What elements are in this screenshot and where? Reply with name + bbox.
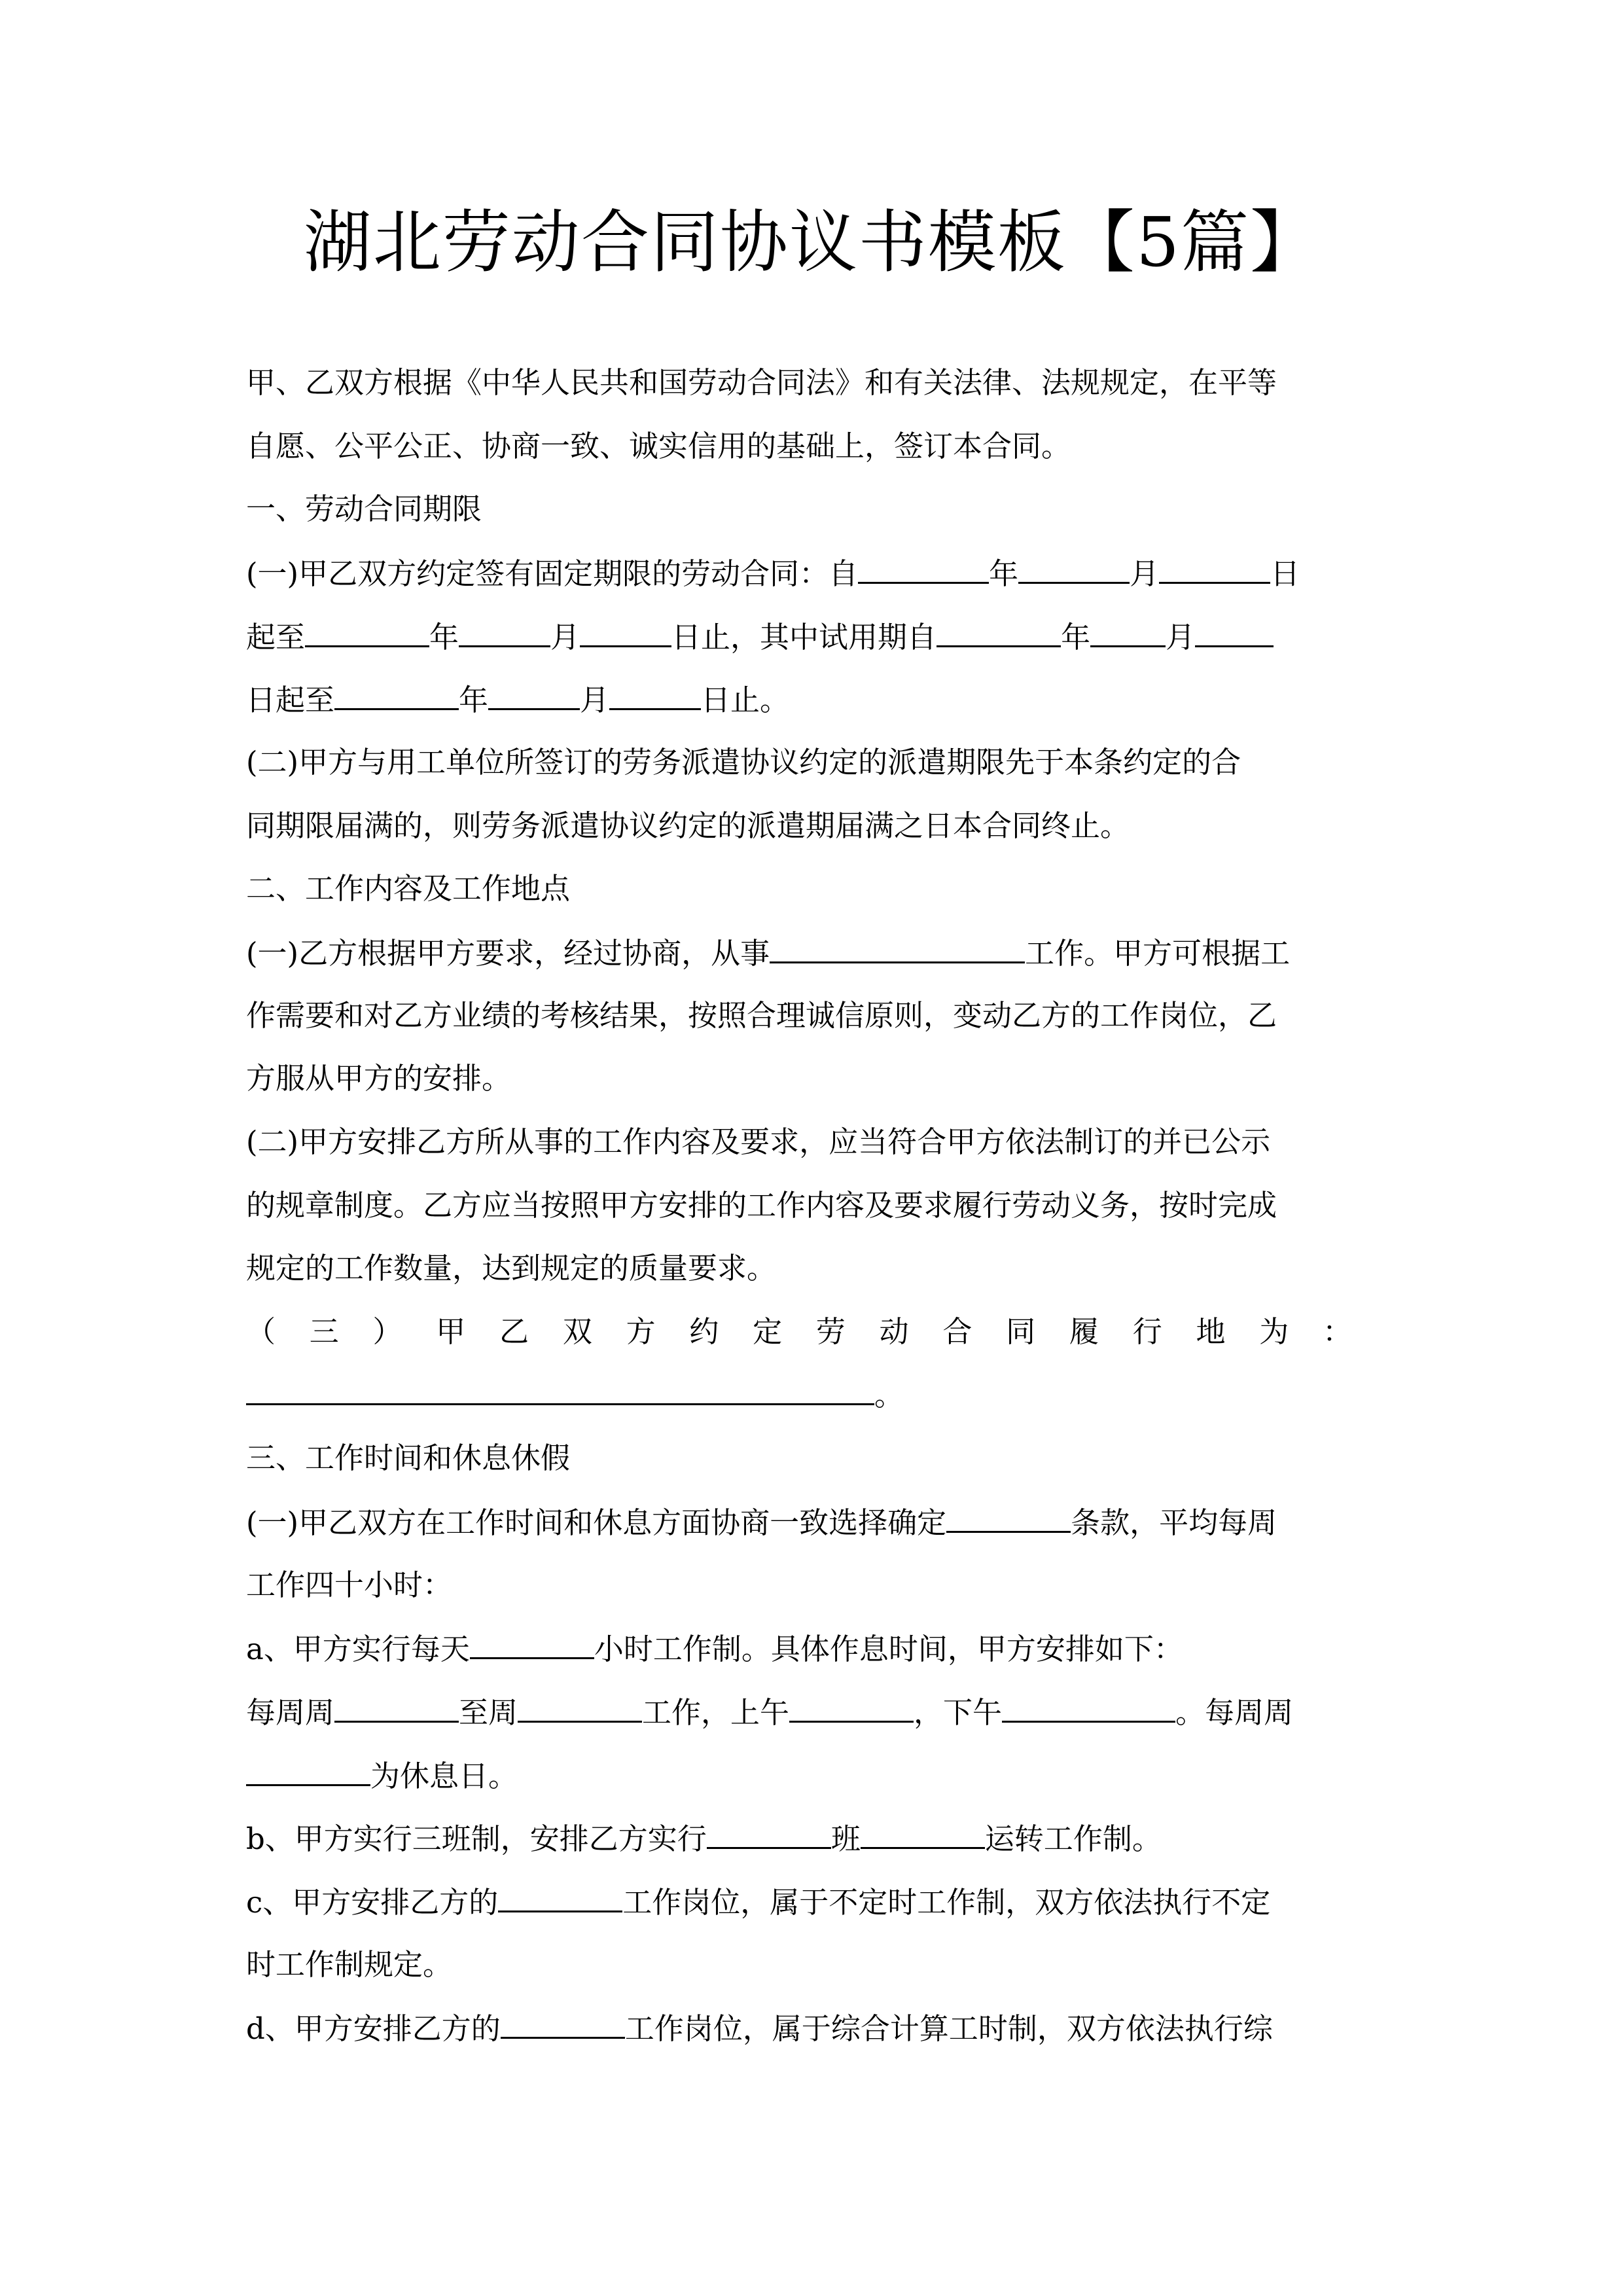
clause-2-3-line-2: 。 <box>246 1374 1377 1415</box>
clause-2-1-line-1: (一)乙方根据甲方要求，经过协商，从事 工作。甲方可根据工 <box>246 933 1377 973</box>
clause-2-2-line-2: 的规章制度。乙方应当按照甲方安排的工作内容及要求履行劳动义务，按时完成 <box>246 1188 1277 1223</box>
item-a-line-3: 为休息日。 <box>246 1755 1377 1796</box>
clause-2-3-line-1: （三）甲乙双方约定劳动合同履行地为： <box>246 1314 1377 1349</box>
clause-3-1-line-1: (一)甲乙双方在工作时间和休息方面协商一致选择确定 条款，平均每周 <box>246 1502 1377 1543</box>
blank-comprehensive-position[interactable] <box>501 2008 625 2039</box>
blank-start-year[interactable] <box>858 553 989 584</box>
blank-job-type[interactable] <box>770 933 1025 963</box>
blank-shift-count[interactable] <box>707 1818 831 1849</box>
section-heading-1: 一、劳动合同期限 <box>246 492 482 526</box>
blank-end-day[interactable] <box>580 617 671 647</box>
clause-2-1-line-2: 作需要和对乙方业绩的考核结果，按照合理诚信原则，变动乙方的工作岗位，乙 <box>246 998 1277 1033</box>
blank-start-day[interactable] <box>1159 553 1270 584</box>
item-a-line-2: 每周周 至周 工作，上午 ，下午 。每周周 <box>246 1692 1377 1732</box>
blank-start-month[interactable] <box>1018 553 1130 584</box>
blank-probation-start-year[interactable] <box>936 617 1061 647</box>
section-heading-3: 三、工作时间和休息休假 <box>246 1441 571 1475</box>
blank-probation-end-year[interactable] <box>334 679 459 710</box>
blank-end-year[interactable] <box>305 617 429 647</box>
clause-1-1-line-2: 起至 年 月 日止，其中试用期自 年 月 <box>246 617 1377 657</box>
blank-probation-end-day[interactable] <box>609 679 701 710</box>
item-a-line-1: a、甲方实行每天 小时工作制。具体作息时间，甲方安排如下： <box>246 1628 1377 1669</box>
clause-1-1-line-3: 日起至 年 月 日止。 <box>246 679 1377 720</box>
blank-clause-choice[interactable] <box>946 1502 1071 1533</box>
blank-work-location[interactable] <box>246 1374 874 1405</box>
blank-probation-start-month[interactable] <box>1090 617 1166 647</box>
item-c-line-1: c、甲方安排乙方的 工作岗位，属于不定时工作制，双方依法执行不定 <box>246 1882 1377 1922</box>
clause-2-2-line-3: 规定的工作数量，达到规定的质量要求。 <box>246 1251 777 1285</box>
clause-2-1-line-3: 方服从甲方的安排。 <box>246 1061 512 1096</box>
clause-1-2-line-1: (二)甲方与用工单位所签订的劳务派遣协议约定的派遣期限先于本条约定的合 <box>246 745 1241 780</box>
blank-daily-hours[interactable] <box>470 1628 594 1659</box>
blank-end-month[interactable] <box>459 617 550 647</box>
clause-2-2-line-1: (二)甲方安排乙方所从事的工作内容及要求，应当符合甲方依法制订的并已公示 <box>246 1124 1271 1159</box>
blank-afternoon-hours[interactable] <box>1002 1692 1175 1723</box>
section-heading-2: 二、工作内容及工作地点 <box>246 871 571 906</box>
clause-1-2-line-2: 同期限届满的，则劳务派遣协议约定的派遣期届满之日本合同终止。 <box>246 808 1130 843</box>
preamble-line-1: 甲、乙双方根据《中华人民共和国劳动合同法》和有关法律、法规规定，在平等 <box>246 365 1277 400</box>
blank-workday-to[interactable] <box>518 1692 642 1723</box>
blank-morning-hours[interactable] <box>789 1692 914 1723</box>
blank-probation-end-month[interactable] <box>488 679 580 710</box>
item-c-line-2: 时工作制规定。 <box>246 1947 453 1982</box>
preamble-line-2: 自愿、公平公正、协商一致、诚实信用的基础上，签订本合同。 <box>246 429 1071 463</box>
blank-workday-from[interactable] <box>334 1692 459 1723</box>
item-d-line-1: d、甲方安排乙方的 工作岗位，属于综合计算工时制，双方依法执行综 <box>246 2008 1377 2049</box>
clause-3-1-line-2: 工作四十小时： <box>246 1568 453 1602</box>
blank-shift-rotation[interactable] <box>861 1818 985 1849</box>
blank-rest-day[interactable] <box>246 1755 370 1786</box>
blank-flexible-position[interactable] <box>498 1882 622 1912</box>
document-title: 湖北劳动合同协议书模板【5篇】 <box>303 202 1320 282</box>
blank-probation-start-day[interactable] <box>1195 617 1274 647</box>
item-b-line-1: b、甲方实行三班制，安排乙方实行 班 运转工作制。 <box>246 1818 1377 1859</box>
clause-1-1-line-1: (一)甲乙双方约定签有固定期限的劳动合同：自 年 月 日 <box>246 553 1377 594</box>
